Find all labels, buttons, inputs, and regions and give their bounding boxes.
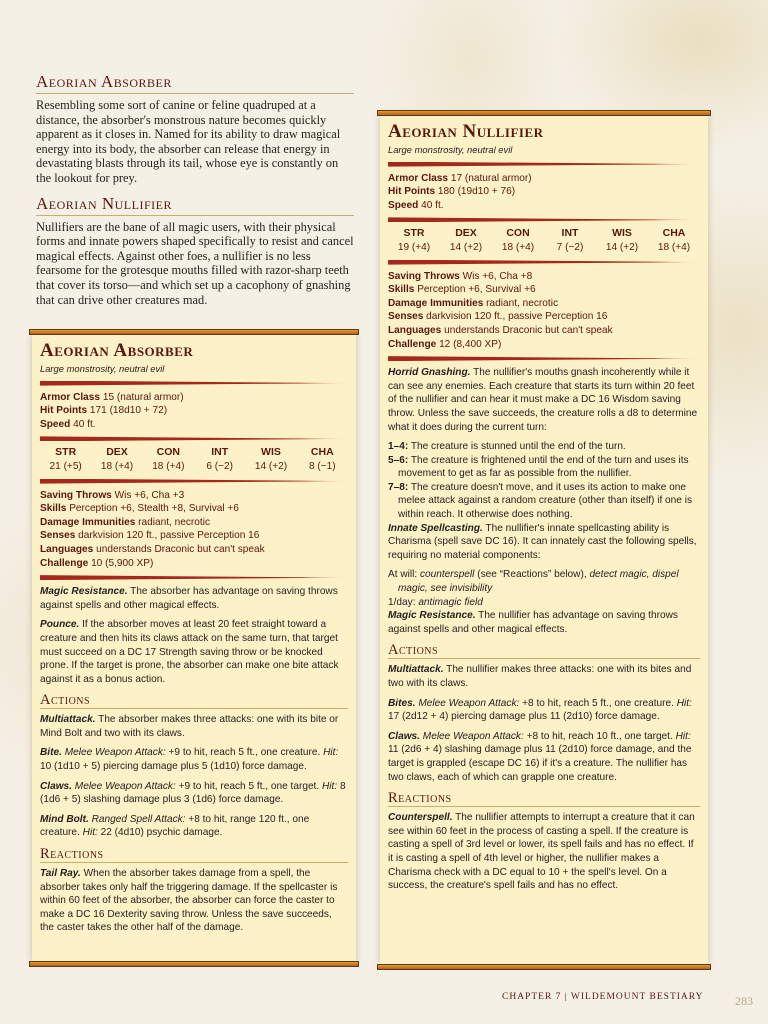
trait-magic-resistance: Magic Resistance. The nullifier has advantage on saving throws against spells and other magical effects. (388, 610, 678, 635)
senses: darkvision 120 ft., passive Perception 16 (426, 311, 608, 323)
saving-throws: Wis +6, Cha +3 (114, 489, 185, 501)
label: Speed (388, 199, 419, 211)
damage-immunities: radiant, necrotic (486, 297, 558, 309)
monster-name: Aeorian Absorber (40, 340, 194, 361)
armor-class: 15 (natural armor) (102, 391, 184, 403)
monster-name: Aeorian Nullifier (388, 121, 544, 142)
action-multiattack: Multiattack. The nullifier makes three attacks: one with its bites and two with its claws. (388, 664, 692, 689)
trait-innate-spellcasting: Innate Spellcasting. The nullifier's innate spellcasting ability is Charisma (spell save DC 16). It can innately cast the following spells, requiring no material components: (388, 522, 697, 561)
reaction-counterspell: Counterspell. The nullifier attempts to interrupt a creature that it can see within 60 feet in the process of casting a spell. If the creature is casting a spell of 3rd level or lower, its spell fails and has no effect. If it is casting a spell of 4th level or higher, the nullifier makes a Charisma check with a DC equal to 10 + the spell's level. On a success, the creature's spell fails and has no effect. (388, 812, 695, 892)
ability-value: 7 (−2) (556, 241, 584, 253)
nullifier-stat-block (380, 115, 708, 965)
absorber-lore-text: Resembling some sort of canine or feline quadruped at a distance, the absorber's monstrous nature becomes quickly apparent as it closes in. Named for its ability to draw magical energy into its body, the absorber can release that energy in devastating blasts through its tail, whose eye is constantly on the lookout for prey. (36, 98, 341, 185)
skills: Perception +6, Survival +6 (417, 284, 536, 296)
actions-heading: Actions (388, 642, 700, 659)
absorber-stat-block (32, 334, 356, 962)
divider (388, 260, 700, 265)
divider (40, 381, 348, 386)
skills: Perception +6, Stealth +8, Survival +6 (69, 503, 239, 515)
ability-value: 8 (−1) (308, 460, 336, 472)
ability-label: INT (211, 446, 229, 459)
ability-value: 14 (+2) (254, 460, 288, 472)
languages: understands Draconic but can't speak (96, 543, 265, 555)
label: Senses (388, 311, 424, 323)
hit-points: 180 (19d10 + 76) (437, 186, 516, 198)
ability-label: CON (156, 446, 180, 459)
ability-label: WIS (612, 227, 632, 240)
ability-value: 18 (+4) (152, 460, 185, 472)
ability-label: CHA (662, 227, 686, 240)
ability-value: 18 (+4) (501, 241, 535, 253)
label: Hit Points (40, 405, 88, 417)
ability-label: CHA (310, 446, 334, 459)
label: Hit Points (388, 186, 436, 198)
ability-scores (40, 446, 348, 473)
chapter-footer: CHAPTER 7 | WILDEMOUNT BESTIARY (502, 992, 704, 1002)
reactions-heading: Reactions (40, 846, 348, 863)
monster-type: Large monstrosity, neutral evil (40, 363, 165, 374)
gnash-result-2: 5–6: The creature is frightened until the end of the turn and uses its movement to get as far as possible from the nullifier. (388, 454, 689, 480)
divider (40, 436, 348, 441)
action-mind-bolt: Mind Bolt. Ranged Spell Attack: +8 to hit, range 120 ft., one creature. Hit: 22 (4d10) psychic damage. (40, 813, 310, 839)
ability-value: 6 (−2) (206, 460, 233, 472)
ability-value: 19 (+4) (397, 241, 431, 253)
label: Languages (388, 324, 442, 336)
label: Senses (40, 530, 76, 542)
label: Skills (388, 284, 415, 296)
trait-magic-resistance: Magic Resistance. The absorber has advantage on saving throws against spells and other magical effects. (40, 586, 338, 611)
monster-type: Large monstrosity, neutral evil (388, 144, 513, 155)
absorber-lore-heading: Aeorian Absorber (36, 72, 354, 94)
gnash-result-1: 1–4: The creature is stunned until the end of the turn. (388, 441, 626, 453)
stat-block-top-bar (377, 110, 711, 116)
trait-horrid-gnashing: Horrid Gnashing. The nullifier's mouths gnash incoherently while it can see any enemies. Each creature that starts its turn within 20 feet of the nullifier and can hear it must make a DC 16 Wisdom saving throw. Unless the save succeeds, the creature rolls a d8 to determine what it does during the current turn: (388, 367, 698, 433)
reactions-heading: Reactions (388, 790, 700, 807)
ability-value: 18 (+4) (100, 460, 134, 472)
intro-section (36, 72, 354, 315)
action-claws: Claws. Melee Weapon Attack: +9 to hit, reach 5 ft., one target. Hit: 8 (1d6 + 5) slashing damage plus 3 (1d6) force damage. (40, 780, 346, 806)
label: Saving Throws (40, 489, 112, 501)
page-number: 283 (735, 994, 753, 1008)
stat-block-bottom-bar (29, 961, 359, 967)
action-bite: Bite. Melee Weapon Attack: +9 to hit, reach 5 ft., one creature. Hit: 10 (1d10 + 5) piercing damage plus 5 (1d10) force damage. (40, 747, 339, 773)
action-bites: Bites. Melee Weapon Attack: +8 to hit, reach 5 ft., one creature. Hit: 17 (2d12 + 4) piercing damage plus 11 (2d10) force damage. (388, 697, 692, 723)
armor-class: 17 (natural armor) (450, 172, 532, 184)
label: Saving Throws (388, 270, 460, 282)
ability-value: 21 (+5) (49, 460, 82, 472)
ability-label: CON (506, 227, 530, 240)
stat-block-top-bar (29, 329, 359, 335)
label: Challenge (40, 557, 89, 569)
senses: darkvision 120 ft., passive Perception 16 (78, 530, 260, 542)
ability-value: 18 (+4) (657, 241, 691, 253)
label: Damage Immunities (388, 297, 484, 309)
divider (388, 356, 700, 361)
label: Challenge (388, 338, 437, 350)
trait-pounce: Pounce. If the absorber moves at least 20 feet straight toward a creature and then hits its claws attack on the same turn, that target must succeed on a DC 17 Strength saving throw or be knocked prone. If the target is prone, the absorber can make one bite attack against it as a bonus action. (40, 619, 339, 685)
ability-value: 14 (+2) (605, 241, 639, 253)
ability-label: DEX (455, 227, 477, 240)
label: Skills (40, 503, 67, 515)
saving-throws: Wis +6, Cha +8 (462, 270, 533, 282)
languages: understands Draconic but can't speak (444, 324, 613, 336)
divider (40, 479, 348, 484)
challenge: 10 (5,900 XP) (91, 557, 154, 569)
damage-immunities: radiant, necrotic (138, 516, 210, 528)
ability-label: DEX (106, 446, 128, 459)
ability-label: STR (403, 227, 425, 240)
ability-label: WIS (261, 446, 281, 459)
label: Armor Class (388, 172, 449, 184)
action-claws: Claws. Melee Weapon Attack: +8 to hit, reach 10 ft., one target. Hit: 11 (2d6 + 4) slashing damage plus 11 (2d10) force damage, and the target is grappled (escape DC 16) if it's a creature. The nullifier has two claws, each of which can grapple one creature. (388, 730, 692, 783)
actions-heading: Actions (40, 692, 348, 709)
action-multiattack: Multiattack. The absorber makes three attacks: one with its bite or Mind Bolt and two with its claws. (40, 714, 339, 739)
label: Damage Immunities (40, 516, 136, 528)
ability-scores (388, 227, 700, 254)
ability-value: 14 (+2) (449, 241, 483, 253)
ability-label: STR (55, 446, 77, 459)
challenge: 12 (8,400 XP) (439, 338, 502, 350)
label: Armor Class (40, 391, 101, 403)
gnash-result-3: 7–8: The creature doesn't move, and it uses its action to make one melee attack against a random creature (other than itself) if one is within reach. It otherwise does nothing. (388, 481, 692, 521)
stat-block-bottom-bar (377, 964, 711, 970)
speed: 40 ft. (73, 418, 96, 430)
divider (388, 162, 700, 167)
spell-at-will: At will: counterspell (see “Reactions” below), detect magic, dispel magic, see invisibility (388, 569, 679, 595)
spell-per-day: 1/day: antimagic field (388, 596, 483, 608)
hit-points: 171 (18d10 + 72) (89, 405, 168, 417)
reaction-tail-ray: Tail Ray. When the absorber takes damage from a spell, the absorber takes only half the triggering damage. If the spellcaster is within 60 feet of the absorber, the absorber can force the caster to make a DC 16 Dexterity saving throw. Unless the save succeeds, the caster takes the other half of the damage. (40, 868, 338, 934)
label: Languages (40, 543, 94, 555)
nullifier-lore-heading: Aeorian Nullifier (36, 194, 354, 216)
speed: 40 ft. (421, 199, 444, 211)
divider (40, 575, 348, 580)
divider (388, 217, 700, 222)
label: Speed (40, 418, 71, 430)
ability-label: INT (561, 227, 579, 240)
nullifier-lore-text: Nullifiers are the bane of all magic users, with their physical forms and innate powers shaped specifically to resist and cancel magical effects. Against other foes, a nullifier is no less fearsome for the grotesque mouths filled with razor-sharp teeth that cover its torso—and which set up a cacophony of gnashing that can drive other creatures mad. (36, 219, 354, 307)
